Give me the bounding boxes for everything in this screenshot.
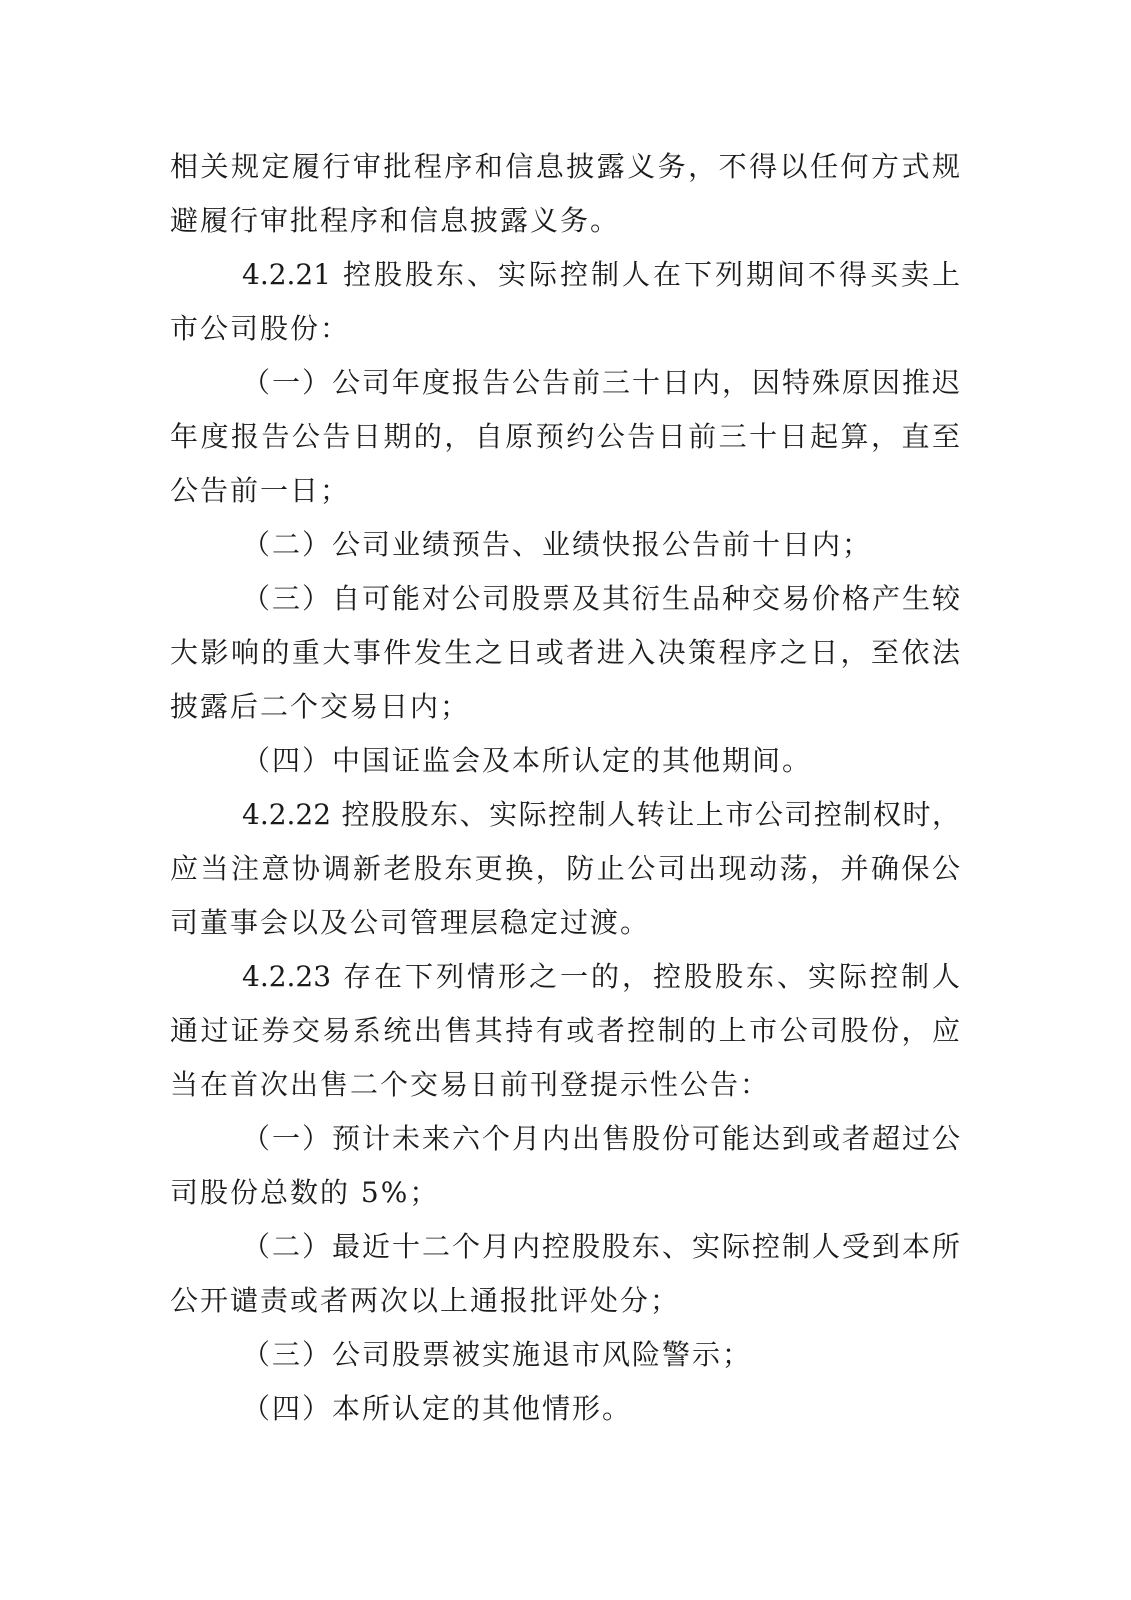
- list-item: （二）最近十二个月内控股股东、实际控制人受到本所: [242, 1230, 960, 1263]
- text-line: 当在首次出售二个交易日前刊登提示性公告：: [170, 1068, 771, 1101]
- article-4-2-21-heading: 4.2.21 控股股东、实际控制人在下列期间不得买卖上: [242, 258, 960, 291]
- list-item: （一）公司年度报告公告前三十日内，因特殊原因推迟: [242, 366, 960, 399]
- article-4-2-22-heading: 4.2.22 控股股东、实际控制人转让上市公司控制权时，: [242, 798, 960, 831]
- text-line: 市公司股份：: [170, 312, 351, 345]
- text-line: 大影响的重大事件发生之日或者进入决策程序之日，至依法: [170, 636, 960, 669]
- list-item: （三）自可能对公司股票及其衍生品种交易价格产生较: [242, 582, 960, 615]
- text-line: 年度报告公告日期的，自原预约公告日前三十日起算，直至: [170, 420, 960, 453]
- list-item: （一）预计未来六个月内出售股份可能达到或者超过公: [242, 1122, 960, 1155]
- text-line: 通过证券交易系统出售其持有或者控制的上市公司股份，应: [170, 1014, 960, 1047]
- text-line: 披露后二个交易日内；: [170, 690, 471, 723]
- list-item: （二）公司业绩预告、业绩快报公告前十日内；: [242, 528, 873, 561]
- list-item: （四）中国证监会及本所认定的其他期间。: [242, 744, 813, 777]
- document-page: [170, 140, 960, 1436]
- text-line: 公告前一日；: [170, 474, 351, 507]
- text-line: 相关规定履行审批程序和信息披露义务，不得以任何方式规: [170, 150, 960, 183]
- list-item: （三）公司股票被实施退市风险警示；: [242, 1338, 753, 1371]
- article-4-2-23-heading: 4.2.23 存在下列情形之一的，控股股东、实际控制人: [242, 960, 960, 993]
- text-line: 司股份总数的 5%；: [170, 1176, 440, 1209]
- text-line: 避履行审批程序和信息披露义务。: [170, 204, 621, 237]
- list-item: （四）本所认定的其他情形。: [242, 1392, 633, 1425]
- text-line: 公开谴责或者两次以上通报批评处分；: [170, 1284, 681, 1317]
- text-line: 司董事会以及公司管理层稳定过渡。: [170, 906, 651, 939]
- text-line: 应当注意协调新老股东更换，防止公司出现动荡，并确保公: [170, 852, 960, 885]
